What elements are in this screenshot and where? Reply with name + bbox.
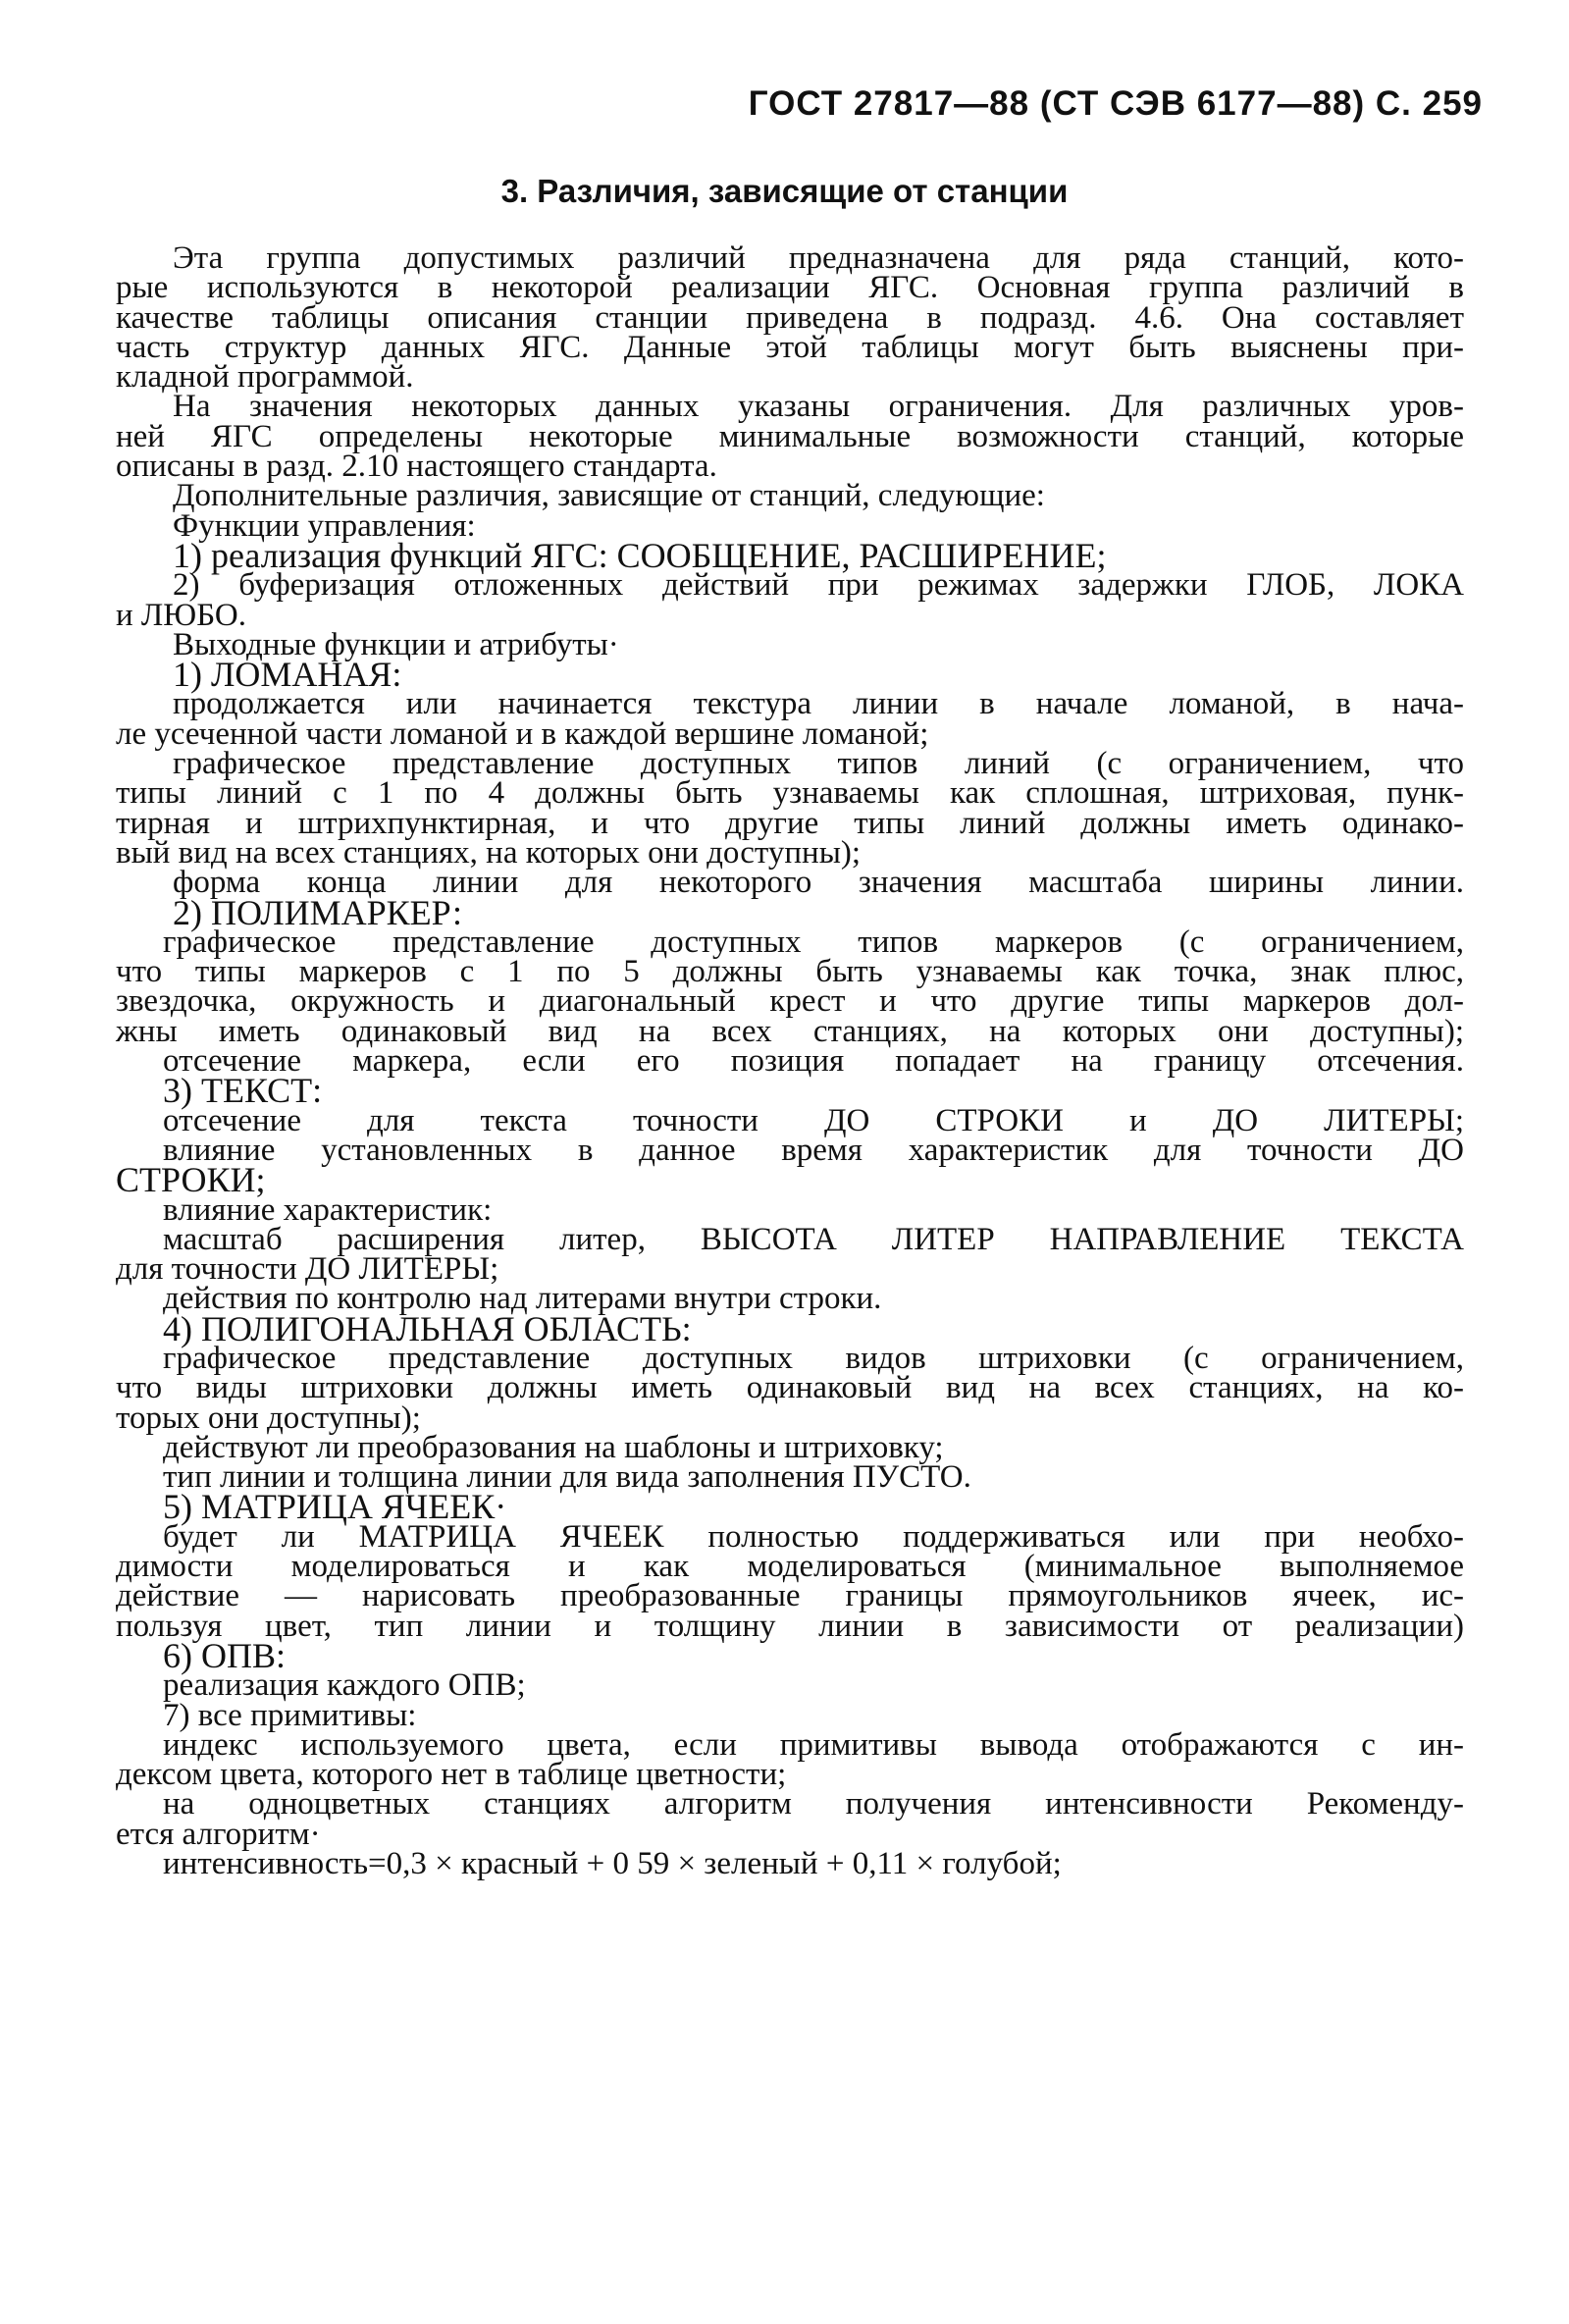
text-line: 7) все примитивы: xyxy=(163,1697,417,1733)
text-line: тирная и штрихпунктирная, и что другие типы линий должны иметь одинако- xyxy=(116,805,1464,841)
text-line: отсечение для текста точности ДО СТРОКИ и ДО ЛИТЕРЫ; xyxy=(163,1102,1464,1138)
text-line: дексом цвета, которого нет в таблице цветности; xyxy=(116,1757,787,1793)
text-line: пользуя цвет, тип линии и толщину линии в зависимости от реализации) xyxy=(116,1608,1464,1644)
text-line: реализация каждого ОПВ; xyxy=(163,1667,526,1704)
text-line: звездочка, окружность и диагональный крест и что другие типы маркеров дол- xyxy=(116,983,1464,1020)
text-line: графическое представление доступных типов линий (с ограничением, что xyxy=(173,746,1464,782)
text-line: продолжается или начинается текстура линии в начале ломаной, в нача- xyxy=(173,686,1464,722)
text-line: кладной программой. xyxy=(116,359,414,396)
text-line: описаны в разд. 2.10 настоящего стандарта. xyxy=(116,449,717,485)
text-line: типы линий с 1 по 4 должны быть узнаваемы как сплошная, штриховая, пунк- xyxy=(116,775,1464,812)
text-line: что типы маркеров с 1 по 5 должны быть узнаваемы как точка, знак плюс, xyxy=(116,954,1464,990)
text-line: 3) ТЕКСТ: xyxy=(163,1071,323,1111)
text-line: отсечение маркера, если его позиция попадает на границу отсечения. xyxy=(163,1043,1464,1080)
text-line: 1) реализация функций ЯГС: СООБЩЕНИЕ, РАСШИРЕНИЕ; xyxy=(173,535,1107,575)
text-line: графическое представление доступных типов маркеров (с ограничением, xyxy=(163,924,1464,960)
text-line: на одноцветных станциях алгоритм получения интенсивности Рекоменду- xyxy=(163,1786,1464,1822)
text-line: графическое представление доступных видов штриховки (с ограничением, xyxy=(163,1340,1464,1376)
text-line: 1) ЛОМАНАЯ: xyxy=(173,655,402,695)
text-line: На значения некоторых данных указаны ограничения. Для различных уров- xyxy=(173,389,1464,425)
text-line: жны иметь одинаковый вид на всех станциях, на которых они доступны); xyxy=(116,1013,1464,1049)
text-line: действуют ли преобразования на шаблоны и штриховку; xyxy=(163,1429,944,1465)
text-line: качестве таблицы описания станции приведена в подразд. 4.6. Она составляет xyxy=(116,299,1464,336)
text-line: форма конца линии для некоторого значения масштаба ширины линии. xyxy=(173,865,1464,901)
text-line: 5) МАТРИЦА ЯЧЕЕК· xyxy=(163,1487,507,1527)
text-line: влияние установленных в данное время характеристик для точности ДО xyxy=(163,1132,1464,1168)
text-line: 2) буферизация отложенных действий при режимах задержки ГЛОБ, ЛОКА xyxy=(173,567,1464,604)
text-line: будет ли МАТРИЦА ЯЧЕЕК полностью поддерживаться или при необхо- xyxy=(163,1518,1464,1555)
text-line: димости моделироваться и как моделироваться (минимальное выполняемое xyxy=(116,1549,1464,1585)
text-line: вый вид на всех станциях, на которых они доступны); xyxy=(116,834,862,871)
text-line: 6) ОПВ: xyxy=(163,1635,286,1675)
text-line: ле усеченной части ломаной и в каждой вершине ломаной; xyxy=(116,715,929,752)
text-line: рые используются в некоторой реализации ЯГС. Основная группа различий в xyxy=(116,270,1464,306)
text-line: для точности ДО ЛИТЕРЫ; xyxy=(116,1251,499,1288)
text-line: действия по контролю над литерами внутри строки. xyxy=(163,1281,882,1317)
text-line: 4) ПОЛИГОНАЛЬНАЯ ОБЛАСТЬ: xyxy=(163,1308,692,1348)
text-line: что виды штриховки должны иметь одинаковый вид на всех станциях, на ко- xyxy=(116,1370,1464,1406)
text-line: ется алгоритм· xyxy=(116,1816,321,1852)
text-line: действие — нарисовать преобразованные границы прямоугольников ячеек, ис- xyxy=(116,1578,1464,1614)
text-line: часть структур данных ЯГС. Данные этой таблицы могут быть выяснены при- xyxy=(116,329,1464,365)
text-line: Дополнительные различия, зависящие от станций, следующие: xyxy=(173,478,1045,514)
section-title: 3. Различия, зависящие от станции xyxy=(500,173,1069,209)
page-header: ГОСТ 27817—88 (СТ СЭВ 6177—88) С. 259 xyxy=(748,84,1483,123)
text-line: торых они доступны); xyxy=(116,1400,421,1436)
text-line: ней ЯГС определены некоторые минимальные возможности станций, которые xyxy=(116,418,1464,454)
text-line: СТРОКИ; xyxy=(116,1160,266,1200)
text-line: Выходные функции и атрибуты· xyxy=(173,626,619,662)
text-line: индекс используемого цвета, если примитивы вывода отображаются с ин- xyxy=(163,1726,1464,1763)
text-line: Эта группа допустимых различий предназначена для ряда станций, кото- xyxy=(173,240,1464,276)
text-line: и ЛЮБО. xyxy=(116,597,247,633)
body-text xyxy=(116,240,1464,1882)
text-line: 2) ПОЛИМАРКЕР: xyxy=(173,892,462,932)
text-line: тип линии и толщина линии для вида заполнения ПУСТО. xyxy=(163,1459,971,1496)
text-line: интенсивность=0,3 × красный + 0 59 × зеленый + 0,11 × голубой; xyxy=(163,1846,1062,1882)
text-line: влияние характеристик: xyxy=(163,1191,493,1228)
text-line: Функции управления: xyxy=(173,507,476,544)
text-line: масштаб расширения литер, ВЫСОТА ЛИТЕР НАПРАВЛЕНИЕ ТЕКСТА xyxy=(163,1221,1464,1257)
